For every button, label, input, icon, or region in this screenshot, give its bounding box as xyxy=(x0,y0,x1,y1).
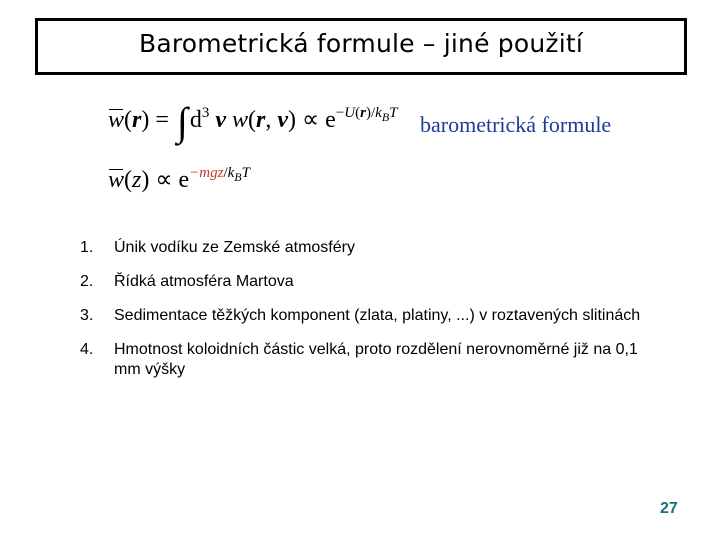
list-number: 4. xyxy=(80,341,94,358)
barometric-formula-height: $w(z) \propto e^{-mgz/k_BT}$ xyxy=(108,165,250,193)
list-item xyxy=(80,238,660,258)
formula-label: barometrická formule xyxy=(420,112,612,137)
slide-title: Barometrická formule – jiné použití xyxy=(138,29,584,58)
list-text: Sedimentace těžkých komponent (zlata, platiny, ...) v roztavených slitinách xyxy=(114,307,641,324)
list-text: Hmotnost koloidních částic velká, proto rozdělení nerovnoměrné již na 0,1 mm výšky xyxy=(114,341,638,378)
list-number: 2. xyxy=(80,273,94,290)
application-list xyxy=(80,238,660,394)
barometric-formula-integral: $w(r) = \int d^3$ v w(r, $v) \propto e^{-U(r)/k_BT}$ xyxy=(108,99,398,144)
list-item xyxy=(80,340,660,380)
list-item xyxy=(80,306,660,326)
list-number: 1. xyxy=(80,239,94,256)
list-text: Únik vodíku ze Zemské atmosféry xyxy=(114,239,355,256)
slide-title-box xyxy=(35,18,687,75)
page-number: 27 xyxy=(660,500,678,517)
list-item xyxy=(80,272,660,292)
list-text: Řídká atmosféra Martova xyxy=(114,273,294,290)
list-number: 3. xyxy=(80,307,94,324)
